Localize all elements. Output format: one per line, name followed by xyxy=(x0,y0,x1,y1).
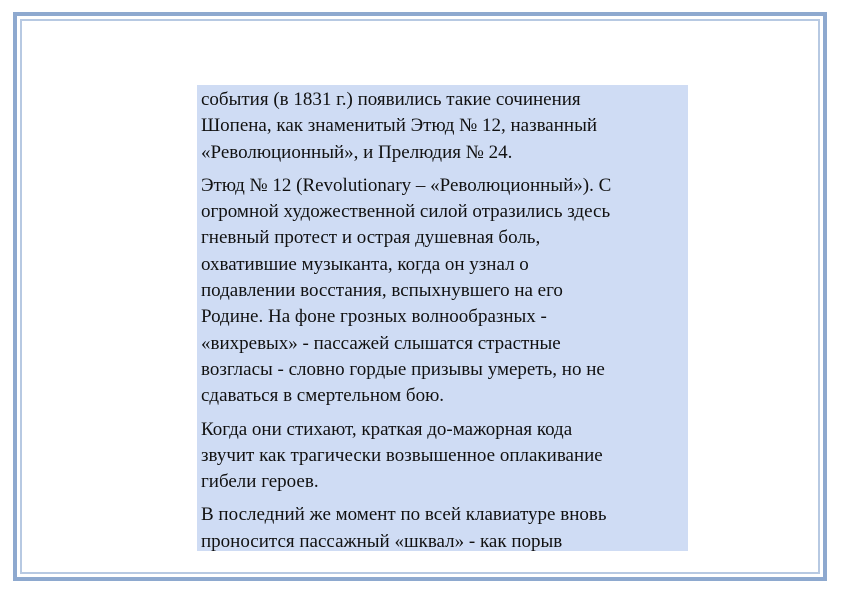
paragraph-1 xyxy=(201,87,684,166)
text-line: проносится пассажный «шквал» - как порыв xyxy=(201,530,563,551)
text-line: возгласы - словно гордые призывы умереть, но не xyxy=(201,358,605,380)
text-line: Шопена, как знаменитый Этюд № 12, названный xyxy=(201,115,598,137)
text-line: гибели героев. xyxy=(201,471,319,493)
text-line: Этюд № 12 (Revolutionary – «Революционный»). С xyxy=(201,174,612,196)
text-line: охватившие музыканта, когда он узнал о xyxy=(201,253,529,275)
text-line: звучит как трагически возвышенное оплакивание xyxy=(201,444,603,466)
text-line: события (в 1831 г.) появились такие сочинения xyxy=(201,89,581,110)
text-line: «вихревых» - пассажей слышатся страстные xyxy=(201,332,561,354)
text-line: Когда они стихают, краткая до-мажорная кода xyxy=(201,418,573,440)
text-line: сдаваться в смертельном бою. xyxy=(201,385,445,407)
text-line: В последний же момент по всей клавиатуре вновь xyxy=(201,504,607,526)
text-line: гневный протест и острая душевная боль, xyxy=(201,227,541,249)
paragraph-2 xyxy=(201,173,684,410)
paragraph-3 xyxy=(201,417,684,496)
text-box xyxy=(197,85,688,551)
text-line: огромной художественной силой отразились здесь xyxy=(201,201,611,223)
text-line: «Революционный», и Прелюдия № 24. xyxy=(201,141,513,163)
paragraph-4 xyxy=(201,502,684,551)
text-line: подавлении восстания, вспыхнувшего на его xyxy=(201,280,563,302)
text-line: Родине. На фоне грозных волнообразных - xyxy=(201,306,547,328)
